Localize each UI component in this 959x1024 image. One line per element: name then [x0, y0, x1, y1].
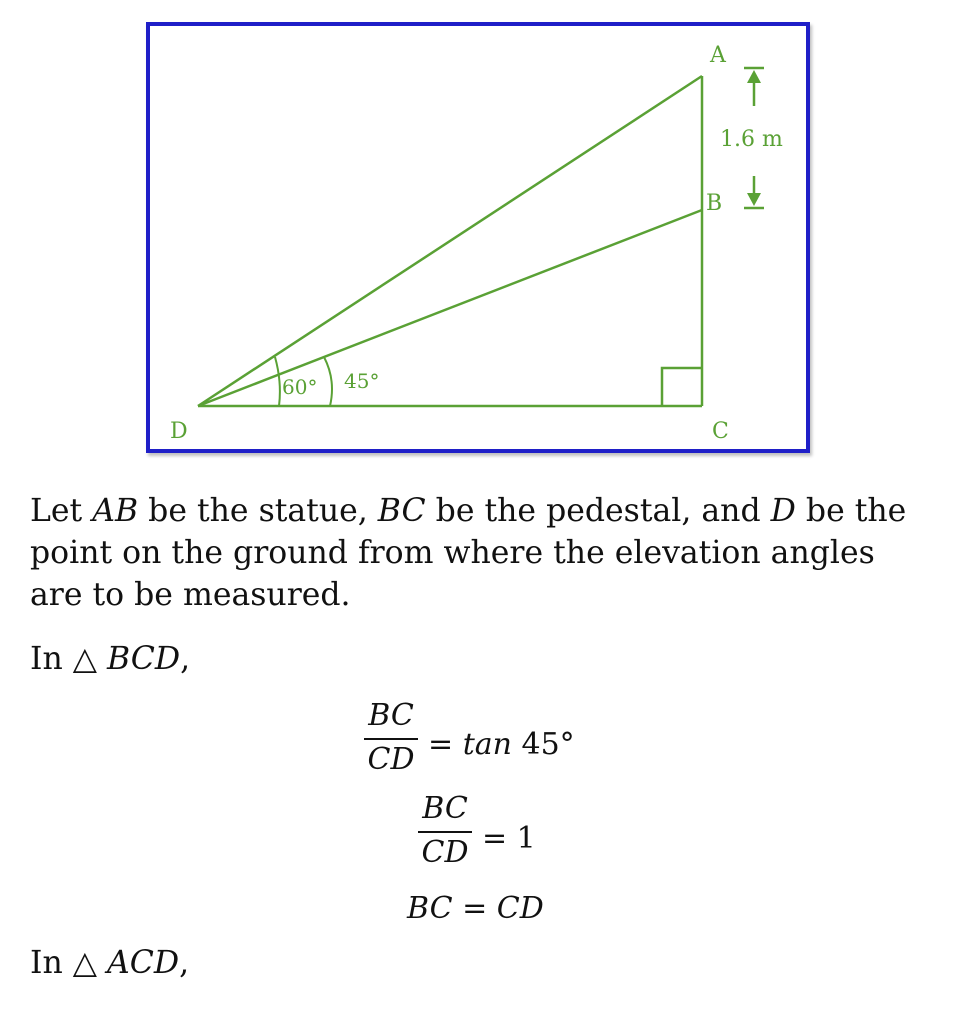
intro-paragraph: Let AB be the statue, BC be the pedestal, and D be the point on the ground from where the elevation angles are to be measured. — [30, 493, 907, 613]
label-angle-60: 60° — [282, 375, 318, 399]
eq1-denominator: CD — [367, 742, 415, 777]
eq2-denominator: CD — [421, 835, 469, 870]
line-db — [198, 210, 702, 406]
right-angle-marker — [662, 368, 702, 406]
eq2-fraction — [418, 793, 472, 869]
label-a: A — [710, 43, 726, 68]
label-b: B — [706, 191, 723, 216]
line-da — [198, 76, 702, 406]
label-d: D — [170, 419, 188, 444]
dim-arrow-down — [747, 193, 761, 206]
eq1-fraction-bar — [364, 738, 418, 740]
label-c: C — [712, 419, 729, 444]
eq2-fraction-bar — [418, 831, 472, 833]
in-triangle-acd: In △ ACD, — [30, 945, 190, 981]
eq1-rhs: = tan 45° — [428, 727, 575, 762]
label-height: 1.6 m — [720, 127, 783, 152]
statue-pedestal-figure — [146, 22, 810, 453]
eq2-numerator: BC — [422, 791, 468, 826]
angle-arc-45 — [324, 357, 332, 406]
eq3: BC = CD — [407, 891, 544, 926]
eq1-numerator: BC — [368, 698, 414, 733]
in-triangle-bcd: In △ BCD, — [30, 641, 191, 677]
label-angle-45: 45° — [344, 369, 380, 393]
eq1-fraction — [364, 700, 418, 776]
angle-arc-60 — [275, 357, 280, 406]
eq2-rhs: = 1 — [482, 821, 536, 856]
triangle-diagram — [150, 26, 814, 457]
